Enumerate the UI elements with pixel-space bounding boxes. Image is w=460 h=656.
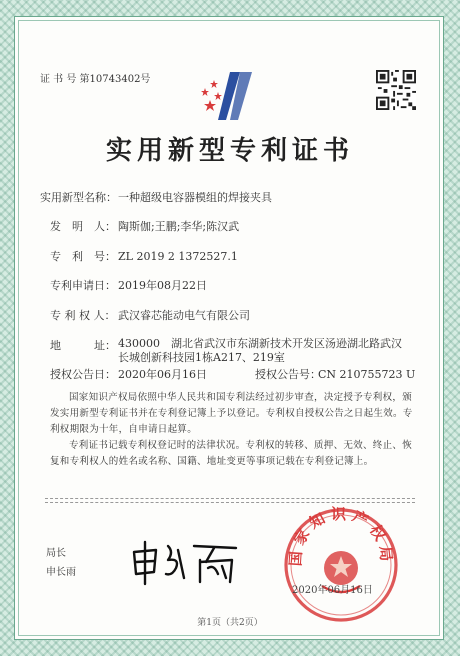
inventor-value: 陶斯伽;王鹏;李华;陈汉武	[118, 220, 240, 233]
announce-no-label: 授权公告号：	[255, 368, 321, 381]
page-footer: 第1页（共2页）	[197, 618, 263, 628]
filing-date-label: 专利申请日：	[50, 279, 116, 292]
handwritten-signature-icon	[128, 538, 248, 586]
grant-date-value: 2020年06月16日	[118, 368, 207, 381]
paragraph-legal-status: 专利证书记载专利权登记时的法律状况。专利权的转移、质押、无效、终止、恢复和专利权人的姓名或名称、国籍、地址变更等事项记载在专利登记簿上。	[50, 440, 413, 467]
paragraph-grant: 国家知识产权局依照中华人民共和国专利法经过初步审查，决定授予专利权，颁发实用新型专利证书并在专利登记簿上予以登记。专利权自授权公告之日起生效。专利权期限为十年，自申请日起算。	[50, 392, 413, 435]
seal-date: 2020年06月16日	[292, 585, 373, 596]
patent-no-label: 专 利 号：	[50, 250, 116, 263]
name-label: 实用新型名称：	[40, 191, 117, 204]
address-line-1: 430000 湖北省武汉市东湖新技术开发区汤逊湖北路武汉	[118, 337, 402, 350]
official-seal-icon	[282, 506, 400, 624]
patent-no-value: ZL 2019 2 1372527.1	[118, 250, 238, 263]
address-label: 地 址：	[50, 339, 116, 352]
cnipa-logo-icon	[200, 70, 262, 122]
announce-no-value: CN 210755723 U	[318, 368, 416, 381]
name-value: 一种超级电容器模组的焊接夹具	[118, 191, 272, 204]
address-line-2: 长城创新科技园1栋A217、219室	[118, 351, 285, 364]
signature-title: 局长	[46, 548, 66, 559]
divider-top	[45, 498, 415, 499]
signature-name: 申长雨	[46, 567, 76, 578]
patentee-label: 专 利 权 人：	[50, 309, 116, 322]
filing-date-value: 2019年08月22日	[118, 279, 207, 292]
certificate-title: 实用新型专利证书	[105, 136, 354, 166]
patentee-value: 武汉睿芯能动电气有限公司	[118, 309, 250, 322]
divider-bottom	[45, 502, 415, 503]
grant-date-label: 授权公告日：	[50, 368, 116, 381]
certificate-number: 证 书 号 第10743402号	[40, 74, 151, 85]
svg-text:国家知识产权局: 国家知识产权局	[286, 506, 396, 567]
qr-code-icon	[376, 70, 416, 110]
inventor-label: 发 明 人：	[50, 220, 116, 233]
